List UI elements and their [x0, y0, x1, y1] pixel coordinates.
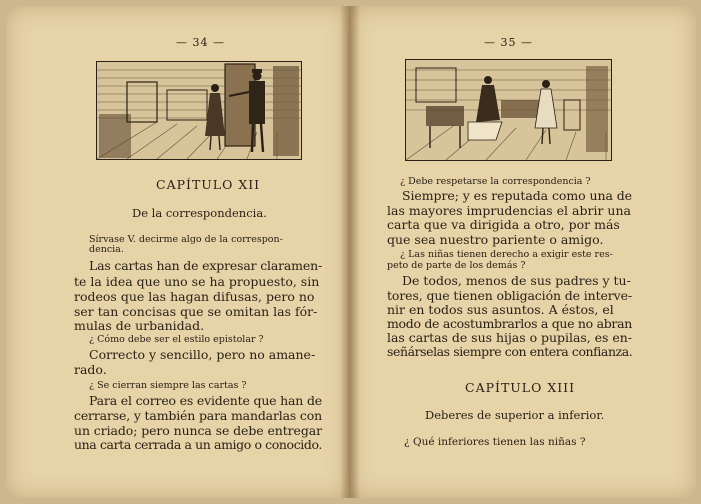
right-answer-1-line-2: las mayores imprudencias el abrir una	[387, 203, 631, 218]
right-answer-2-line-5: las cartas de sus hijas o pupilas, es en-	[387, 330, 632, 345]
right-answer-1-line-1: Siempre; y es reputada como una de	[402, 188, 632, 203]
left-chapter-heading: CAPÍTULO XII	[156, 177, 261, 192]
right-answer-2-line-1: De todos, menos de sus padres y tu-	[402, 273, 631, 288]
left-answer-3-line-3: un criado; pero nunca se debe entregar	[74, 423, 322, 438]
right-chapter-heading: CAPÍTULO XIII	[465, 380, 576, 395]
left-question-2: ¿ Cómo debe ser el estilo epistolar ?	[89, 334, 264, 345]
left-chapter-subtitle: De la correspondencia.	[132, 206, 267, 220]
engraving-doorway-image	[97, 62, 301, 159]
right-question-2-line-1: ¿ Las niñas tienen derecho a exigir este res-	[400, 249, 613, 260]
engraving-interior-image	[406, 60, 611, 160]
left-answer-3-line-4: una carta cerrada a un amigo o conocido.	[74, 437, 322, 452]
left-page-number: — 34 —	[176, 36, 225, 49]
left-answer-2-line-1: Correcto y sencillo, pero no amane-	[89, 347, 316, 362]
left-answer-2-line-2: rado.	[74, 362, 107, 377]
right-answer-2-line-3: nir en todos sus asuntos. A éstos, el	[387, 302, 614, 317]
left-answer-1-line-1: Las cartas han de expresar claramen-	[89, 258, 322, 273]
right-answer-1-line-3: carta que va dirigida a otro, por más	[387, 217, 620, 232]
left-answer-3-line-1: Para el correo es evidente que han de	[89, 393, 322, 408]
illustration-doorway-scene	[96, 61, 302, 160]
left-question-1-line-1: Sírvase V. decirme algo de la correspon-	[89, 234, 283, 245]
illustration-interior-scene	[405, 59, 612, 161]
right-question-1: ¿ Debe respetarse la correspondencia ?	[400, 176, 591, 187]
right-page-number: — 35 —	[484, 36, 533, 49]
right-chapter-subtitle: Deberes de superior a inferior.	[425, 408, 605, 422]
right-answer-2-line-6: señárselas siempre con entera confianza.	[387, 344, 633, 359]
left-question-1-line-2: dencia.	[89, 244, 124, 255]
left-answer-3-line-2: cerrarse, y también para mandarlas con	[74, 408, 322, 423]
left-answer-1-line-5: mulas de urbanidad.	[74, 318, 205, 333]
left-answer-1-line-4: ser tan concisas que se omitan las fór-	[74, 304, 318, 319]
left-answer-1-line-3: rodeos que las hagan difusas, pero no	[74, 289, 315, 304]
left-question-3: ¿ Se cierran siempre las cartas ?	[89, 380, 247, 391]
right-answer-2-line-4: modo de acostumbrarlos a que no abran	[387, 316, 632, 331]
right-answer-1-line-4: que sea nuestro pariente o amigo.	[387, 232, 604, 247]
right-answer-2-line-2: tores, que tienen obligación de interve-	[387, 288, 632, 303]
left-answer-1-line-2: te la idea que uno se ha propuesto, sin	[74, 274, 320, 289]
book-gutter	[340, 6, 360, 498]
right-question-3: ¿ Qué inferiores tienen las niñas ?	[404, 436, 586, 448]
right-question-2-line-2: peto de parte de los demás ?	[387, 260, 526, 271]
